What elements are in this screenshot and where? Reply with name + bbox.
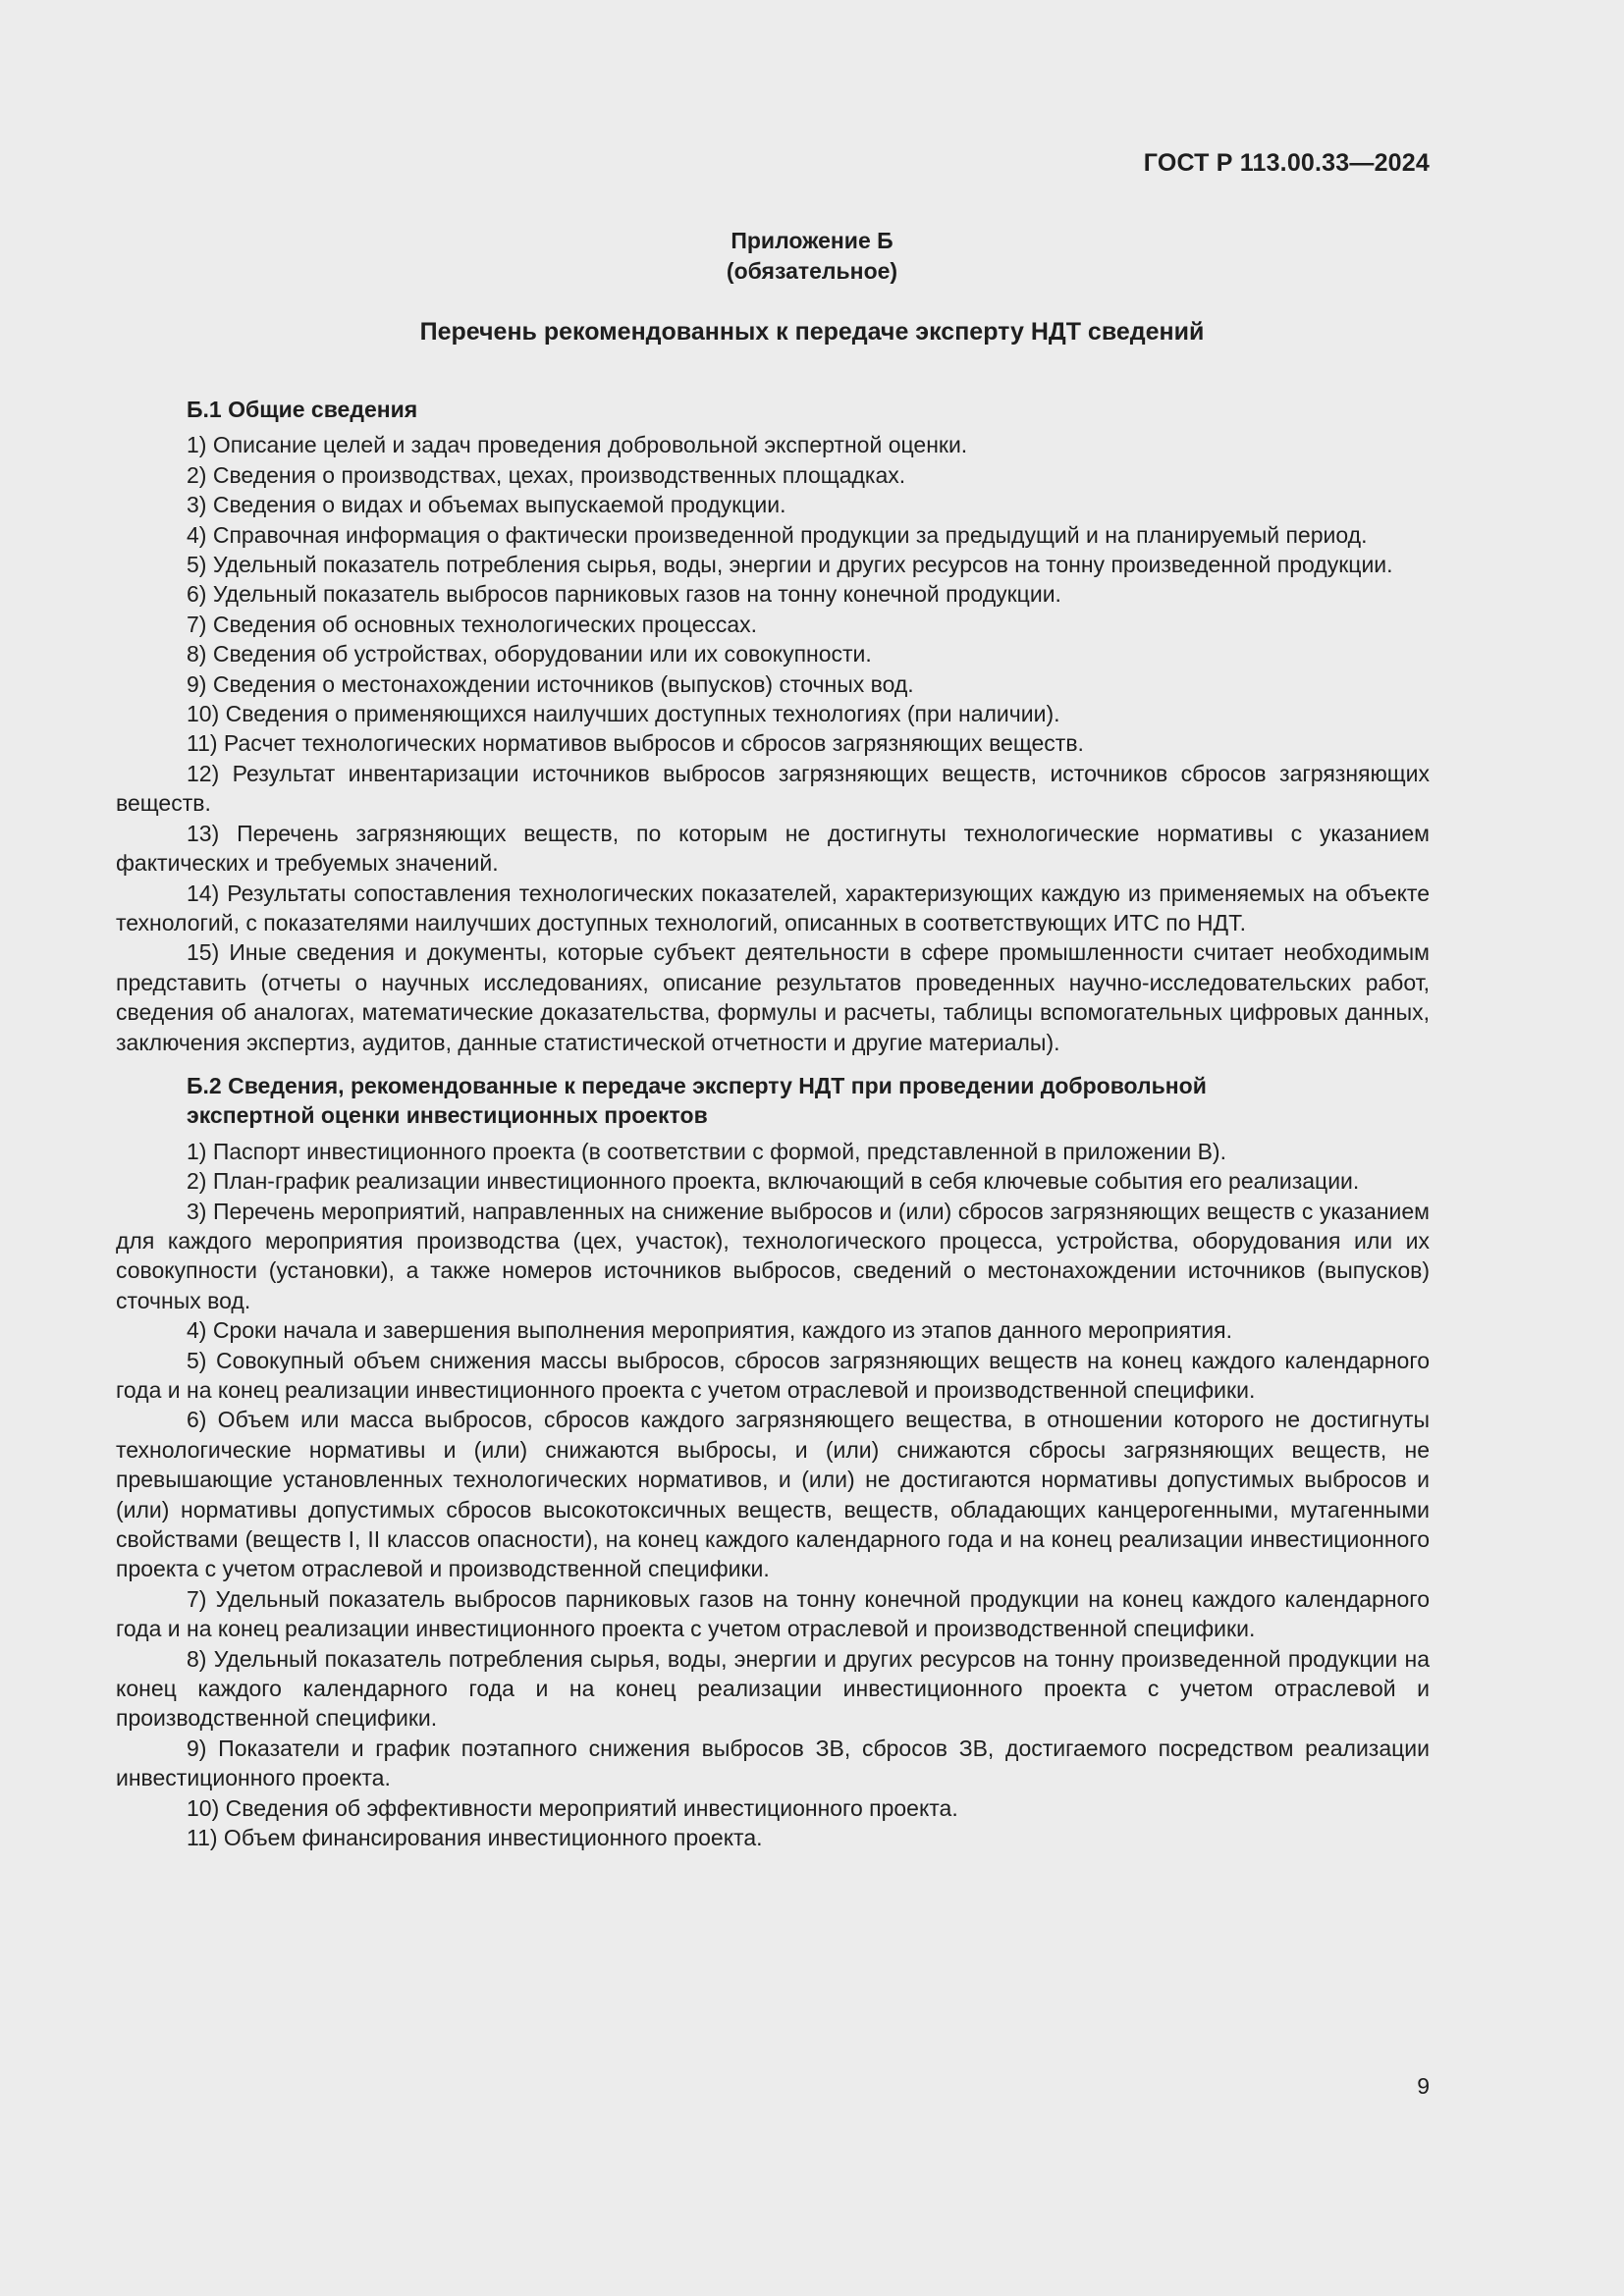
list-item: 11) Объем финансирования инвестиционного проекта. [187,1825,763,1851]
list-item: 12) Результат инвентаризации источников выбросов загрязняющих веществ, источников сбросов загрязняющих веществ. [116,760,1430,817]
list-item: 7) Удельный показатель выбросов парниковых газов на тонну конечной продукции на конец каждого календарного года и на конец реализации инвестиционного проекта с учетом отраслевой и производственной специфики. [116,1585,1430,1642]
list-item: 14) Результаты сопоставления технологических показателей, характеризующих каждую из применяемых на объекте технологий, с показателями наилучших доступных технологий, описанных в соответствующих ИТС по НДТ. [116,880,1430,935]
section-1-title: Б.1 Общие сведения [187,397,418,422]
list-item: 13) Перечень загрязняющих веществ, по которым не достигнуты технологические нормативы с указанием фактических и требуемых значений. [116,820,1430,877]
list-item: 6) Удельный показатель выбросов парниковых газов на тонну конечной продукции. [187,581,1061,608]
list-item: 2) План-график реализации инвестиционного проекта, включающий в себя ключевые события его реализации. [187,1168,1360,1195]
document-code: ГОСТ Р 113.00.33—2024 [1143,149,1430,177]
list-item: 1) Описание целей и задач проведения добровольной экспертной оценки. [187,432,968,458]
list-item: 9) Сведения о местонахождении источников (выпусков) сточных вод. [187,670,914,697]
list-item: 8) Удельный показатель потребления сырья, воды, энергии и других ресурсов на тонну произведенной продукции на конец каждого календарного года и на конец реализации инвестиционного проекта с учетом отраслевой и производственной специфики. [116,1645,1430,1732]
document-title: Перечень рекомендованных к передаче эксперту НДТ сведений [419,318,1205,346]
list-item: 8) Сведения об устройствах, оборудовании или их совокупности. [187,641,872,667]
section-2-title: Б.2 Сведения, рекомендованные к передаче эксперту НДТ при проведении добровольной экспертной оценки инвестиционных проектов [187,1072,1207,1129]
list-item: 5) Совокупный объем снижения массы выбросов, сбросов загрязняющих веществ на конец каждого календарного года и на конец реализации инвестиционного проекта с учетом отраслевой и производственной специфики. [116,1347,1430,1403]
section-2-list [116,1137,1430,1853]
list-item: 4) Справочная информация о фактически произведенной продукции за предыдущий и на планируемый период. [187,521,1368,548]
list-item: 7) Сведения об основных технологических процессах. [187,611,758,637]
appendix-title: Приложение Б [731,228,893,253]
page-number: 9 [1417,2073,1430,2099]
list-item: 6) Объем или масса выбросов, сбросов каждого загрязняющего вещества, в отношении которого не достигнуты технологические нормативы и (или) снижаются выбросы, и (или) снижаются сбросы загрязняющих веществ, не превышающие установленных технологических нормативов, и (или) не достигаются нормативы допустимых выбросов и (или) нормативы допустимых сбросов высокотоксичных веществ, веществ, обладающих канцерогенными, мутагенными свойствами (веществ I, II классов опасности), на конец каждого календарного года и на конец реализации инвестиционного проекта с учетом отраслевой и производственной специфики. [116,1407,1430,1582]
list-item: 1) Паспорт инвестиционного проекта (в соответствии с формой, представленной в приложении В). [187,1138,1226,1164]
list-item: 3) Перечень мероприятий, направленных на снижение выбросов и (или) сбросов загрязняющих веществ с указанием для каждого мероприятия производства (цех, участок), технологического процесса, устройства, оборудования или их совокупности (установки), а также номеров источников выбросов, сведений о местонахождении источников (выпусков) сточных вод. [116,1198,1430,1313]
list-item: 9) Показатели и график поэтапного снижения выбросов ЗВ, сбросов ЗВ, достигаемого посредством реализации инвестиционного проекта. [116,1735,1430,1791]
appendix-status: (обязательное) [726,258,898,284]
list-item: 4) Сроки начала и завершения выполнения мероприятия, каждого из этапов данного мероприятия. [187,1317,1232,1344]
list-item: 3) Сведения о видах и объемах выпускаемой продукции. [187,492,786,518]
list-item: 10) Сведения о применяющихся наилучших доступных технологиях (при наличии). [187,701,1060,727]
list-item: 5) Удельный показатель потребления сырья, воды, энергии и других ресурсов на тонну произведенной продукции. [187,552,1393,578]
list-item: 2) Сведения о производствах, цехах, производственных площадках. [187,461,906,488]
section-1-list [116,430,1430,1057]
document-body [116,395,1430,1853]
list-item: 15) Иные сведения и документы, которые субъект деятельности в сфере промышленности считает необходимым представить (отчеты о научных исследованиях, описание результатов проведенных научно-исследовательских работ, сведения об аналогах, математические доказательства, формулы и расчеты, таблицы вспомогательных цифровых данных, заключения экспертиз, аудитов, данные статистической отчетности и другие материалы). [116,939,1430,1055]
list-item: 10) Сведения об эффективности мероприятий инвестиционного проекта. [187,1794,958,1821]
list-item: 11) Расчет технологических нормативов выбросов и сбросов загрязняющих веществ. [187,730,1084,757]
appendix-heading [0,226,1624,287]
